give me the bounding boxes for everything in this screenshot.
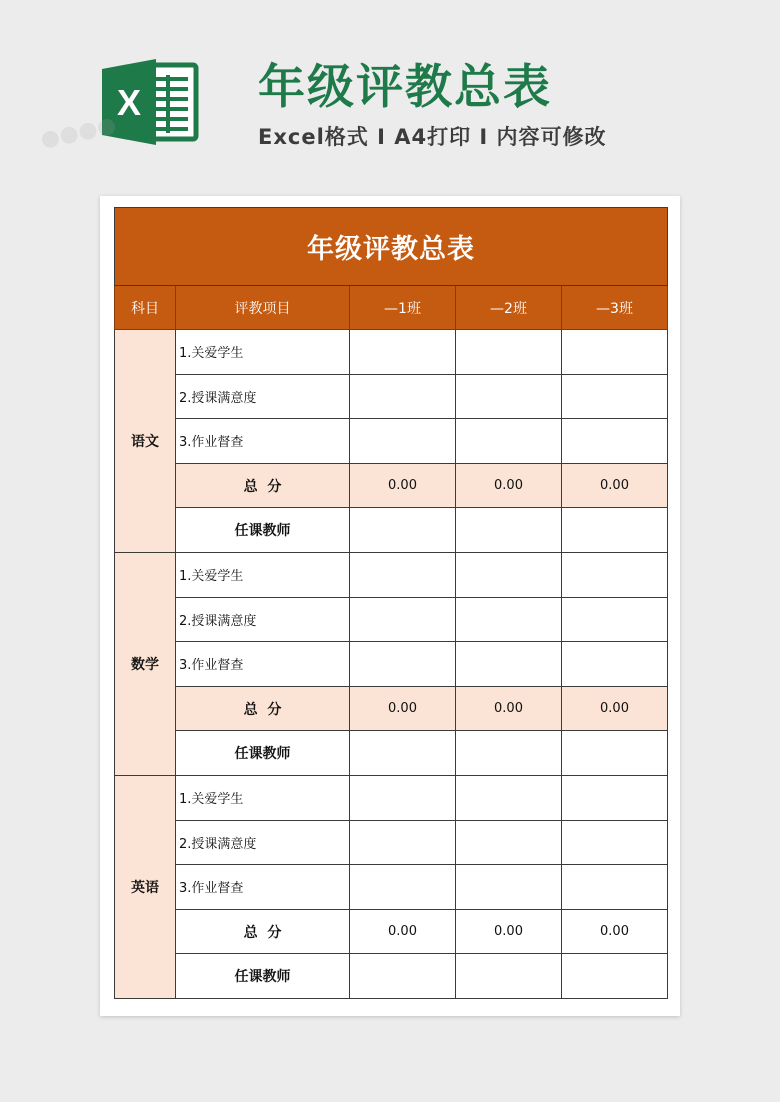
teacher-name-cell[interactable] [350, 508, 456, 553]
table-title: 年级评教总表 [115, 208, 668, 286]
score-cell[interactable] [350, 597, 456, 642]
evaluation-item-cell: 1.关爱学生 [176, 775, 350, 820]
teacher-row [115, 954, 668, 999]
total-row [115, 686, 668, 731]
column-header-class-3: —3班 [562, 286, 668, 330]
score-cell[interactable] [456, 552, 562, 597]
teacher-name-cell[interactable] [456, 954, 562, 999]
score-cell[interactable] [350, 552, 456, 597]
total-label-cell: 总 分 [176, 463, 350, 508]
table-row [115, 820, 668, 865]
total-row [115, 909, 668, 954]
evaluation-item-cell: 1.关爱学生 [176, 552, 350, 597]
total-value-cell[interactable]: 0.00 [562, 463, 668, 508]
total-value-cell[interactable]: 0.00 [562, 686, 668, 731]
table-header-row [115, 286, 668, 330]
teacher-name-cell[interactable] [562, 508, 668, 553]
teacher-name-cell[interactable] [456, 731, 562, 776]
teacher-name-cell[interactable] [350, 731, 456, 776]
score-cell[interactable] [350, 642, 456, 687]
page-title: 年级评教总表 [258, 60, 552, 115]
score-cell[interactable] [350, 820, 456, 865]
total-value-cell[interactable]: 0.00 [350, 463, 456, 508]
total-row [115, 463, 668, 508]
subject-cell: 语文 [115, 330, 176, 553]
score-cell[interactable] [562, 820, 668, 865]
score-cell[interactable] [562, 642, 668, 687]
column-header-item: 评教项目 [176, 286, 350, 330]
teacher-name-cell[interactable] [350, 954, 456, 999]
total-value-cell[interactable]: 0.00 [350, 686, 456, 731]
column-header-class-1: —1班 [350, 286, 456, 330]
teacher-row [115, 731, 668, 776]
score-cell[interactable] [456, 597, 562, 642]
column-header-class-2: —2班 [456, 286, 562, 330]
evaluation-item-cell: 2.授课满意度 [176, 374, 350, 419]
page-header [0, 0, 780, 196]
score-cell[interactable] [350, 374, 456, 419]
total-value-cell[interactable]: 0.00 [456, 686, 562, 731]
total-label-cell: 总 分 [176, 686, 350, 731]
evaluation-item-cell: 2.授课满意度 [176, 597, 350, 642]
subject-cell: 英语 [115, 775, 176, 998]
table-row [115, 642, 668, 687]
subject-cell: 数学 [115, 552, 176, 775]
excel-icon-letter: X [116, 82, 142, 123]
score-cell[interactable] [350, 419, 456, 464]
score-cell[interactable] [456, 775, 562, 820]
watermark: ●●●● [38, 112, 119, 153]
score-cell[interactable] [562, 775, 668, 820]
evaluation-item-cell: 2.授课满意度 [176, 820, 350, 865]
evaluation-item-cell: 3.作业督查 [176, 865, 350, 910]
total-value-cell[interactable]: 0.00 [562, 909, 668, 954]
total-value-cell[interactable]: 0.00 [456, 463, 562, 508]
table-row [115, 330, 668, 375]
score-cell[interactable] [456, 865, 562, 910]
teacher-name-cell[interactable] [562, 731, 668, 776]
score-cell[interactable] [562, 865, 668, 910]
page-subtitle: Excel格式 I A4打印 I 内容可修改 [258, 125, 607, 149]
teacher-name-cell[interactable] [456, 508, 562, 553]
score-cell[interactable] [456, 419, 562, 464]
score-cell[interactable] [562, 330, 668, 375]
score-cell[interactable] [350, 775, 456, 820]
score-cell[interactable] [562, 374, 668, 419]
score-cell[interactable] [350, 865, 456, 910]
teacher-label-cell: 任课教师 [176, 954, 350, 999]
total-label-cell: 总 分 [176, 909, 350, 954]
evaluation-table [114, 207, 668, 999]
column-header-subject: 科目 [115, 286, 176, 330]
table-row [115, 552, 668, 597]
score-cell[interactable] [562, 597, 668, 642]
total-value-cell[interactable]: 0.00 [456, 909, 562, 954]
table-row [115, 865, 668, 910]
score-cell[interactable] [562, 552, 668, 597]
score-cell[interactable] [562, 419, 668, 464]
score-cell[interactable] [456, 642, 562, 687]
score-cell[interactable] [456, 330, 562, 375]
score-cell[interactable] [350, 330, 456, 375]
teacher-label-cell: 任课教师 [176, 508, 350, 553]
score-cell[interactable] [456, 820, 562, 865]
table-row [115, 374, 668, 419]
teacher-label-cell: 任课教师 [176, 731, 350, 776]
teacher-row [115, 508, 668, 553]
teacher-name-cell[interactable] [562, 954, 668, 999]
evaluation-item-cell: 3.作业督查 [176, 419, 350, 464]
total-value-cell[interactable]: 0.00 [350, 909, 456, 954]
excel-icon [100, 57, 200, 147]
table-row [115, 775, 668, 820]
evaluation-item-cell: 3.作业督查 [176, 642, 350, 687]
evaluation-item-cell: 1.关爱学生 [176, 330, 350, 375]
table-row [115, 597, 668, 642]
score-cell[interactable] [456, 374, 562, 419]
table-row [115, 419, 668, 464]
